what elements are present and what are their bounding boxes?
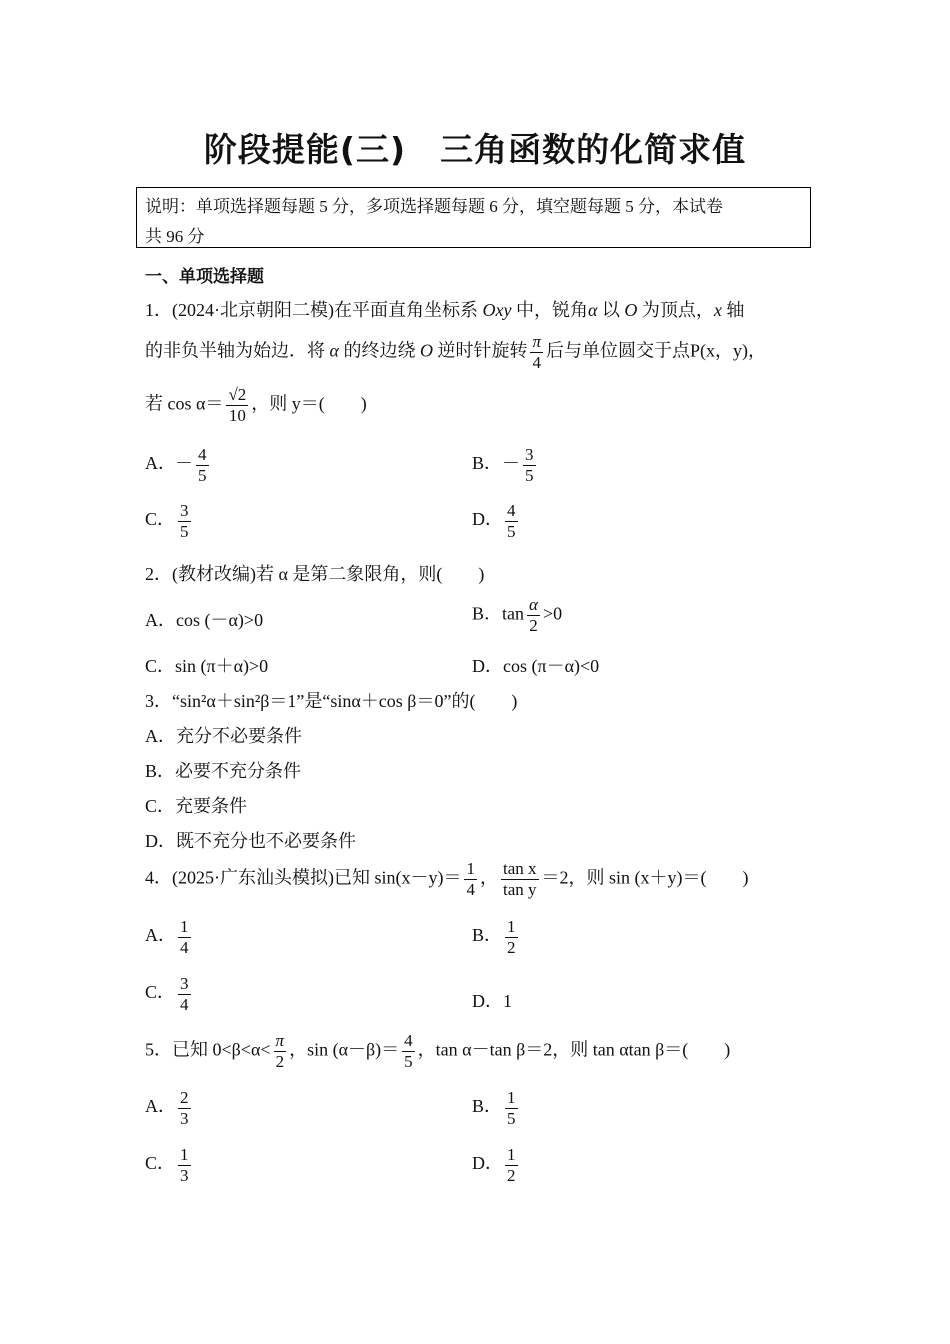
q4-text: ， (479, 867, 498, 888)
q1-option-c[interactable] (145, 502, 194, 541)
q4-text: 4．(2025·广东汕头模拟)已知 sin(x－y)＝ (145, 867, 462, 888)
q1-text: 逆时针旋转 (437, 340, 528, 361)
numerator: 1 (507, 1088, 516, 1107)
fraction (196, 446, 209, 485)
fraction (501, 860, 539, 899)
fraction (226, 386, 248, 425)
fraction (523, 446, 536, 485)
fraction (178, 1089, 191, 1128)
denominator: 5 (507, 521, 516, 541)
option-letter: A． (145, 925, 176, 946)
numerator: 1 (466, 859, 475, 878)
fraction (178, 1146, 191, 1185)
denominator: 5 (525, 465, 534, 485)
denominator: 4 (180, 994, 189, 1014)
denominator: 5 (507, 1108, 516, 1128)
option-letter: C． (145, 1153, 176, 1174)
q1-text: 中，锐角 (515, 300, 588, 320)
q1-option-d[interactable] (472, 502, 521, 541)
q4-option-c[interactable] (145, 975, 194, 1014)
numerator: 1 (180, 1145, 189, 1164)
q4-option-d[interactable]: D．1 (472, 991, 512, 1011)
q1-var: x (713, 300, 722, 320)
section-heading: 一、单项选择题 (145, 267, 264, 287)
question-3-stem: 3．“sin²α＋sin²β＝1”是“sinα＋cos β＝0”的( ) (145, 691, 518, 711)
fraction (505, 1146, 518, 1185)
q1-text: ，则 y＝( ) (251, 393, 367, 414)
denominator: tan y (502, 879, 537, 899)
q5-option-d[interactable] (472, 1146, 521, 1185)
q5-option-b[interactable] (472, 1089, 521, 1128)
q1-text: 为顶点， (641, 300, 714, 320)
q1-var: O (419, 340, 433, 361)
denominator: 3 (180, 1108, 189, 1128)
fraction (527, 596, 540, 635)
q4-text: ＝2，则 sin (x＋y)＝( ) (541, 867, 749, 888)
option-letter: B． (472, 1096, 503, 1117)
numerator: 2 (180, 1088, 189, 1107)
q1-option-b[interactable] (472, 446, 539, 485)
denominator: 2 (507, 1165, 516, 1185)
denominator: 5 (180, 521, 189, 541)
option-letter: C． (145, 509, 176, 530)
q1-text: 轴 (726, 300, 745, 320)
q2-option-d[interactable]: D．cos (π－α)<0 (472, 656, 600, 676)
instructions-line-2: 共 96 分 (145, 227, 205, 246)
q1-text: P(x，y)， (689, 340, 766, 361)
fraction (464, 860, 477, 899)
q1-text: 在平面直角坐标系 (333, 300, 478, 320)
q1-var: O (624, 300, 638, 320)
numerator: 1 (507, 1145, 516, 1164)
numerator: 3 (180, 501, 189, 520)
q1-var: α (329, 340, 339, 361)
numerator: 3 (180, 974, 189, 993)
numerator: π (275, 1031, 285, 1050)
denominator: 5 (404, 1051, 413, 1071)
option-letter: D． (472, 509, 503, 530)
numerator: tan x (502, 859, 537, 878)
question-1-line-1 (145, 296, 744, 322)
minus-sign: － (502, 453, 520, 474)
option-text: >0 (542, 603, 563, 624)
option-letter: A． (145, 1096, 176, 1117)
q1-option-a[interactable] (145, 446, 212, 485)
denominator: 4 (532, 352, 541, 372)
numerator: √2 (228, 385, 247, 404)
q3-option-c[interactable]: C．充要条件 (145, 796, 248, 816)
q3-option-d[interactable]: D．既不充分也不必要条件 (145, 831, 356, 851)
q1-text: 若 cos α＝ (145, 393, 224, 414)
question-4-stem (145, 860, 749, 899)
numerator: 4 (507, 501, 516, 520)
fraction (178, 918, 191, 957)
question-1-line-3 (145, 386, 367, 425)
instructions-line-1: 说明：单项选择题每题 5 分，多项选择题每题 6 分，填空题每题 5 分，本试卷 (145, 197, 723, 216)
q1-text: 以 (601, 300, 620, 320)
q4-option-a[interactable] (145, 918, 194, 957)
denominator: 2 (529, 615, 538, 635)
option-letter: D． (472, 1153, 503, 1174)
option-letter: B． (472, 453, 503, 474)
q2-option-c[interactable]: C．sin (π＋α)>0 (145, 656, 269, 676)
page-title: 阶段提能(三) 三角函数的化简求值 (203, 130, 747, 169)
q5-option-a[interactable] (145, 1089, 194, 1128)
q1-source: (2024·北京朝阳二模) (172, 300, 334, 320)
option-letter: B． (472, 925, 503, 946)
numerator: α (529, 595, 538, 614)
q2-option-b[interactable] (472, 596, 562, 635)
fraction (402, 1032, 415, 1071)
numerator: 4 (198, 445, 207, 464)
denominator: 4 (180, 937, 189, 957)
fraction (530, 333, 543, 372)
q1-var: Oxy (482, 300, 512, 320)
q4-option-b[interactable] (472, 918, 521, 957)
fraction (505, 502, 518, 541)
q5-text: ，tan α－tan β＝2，则 tan αtan β＝( ) (417, 1039, 731, 1060)
q1-text: 的终边绕 (343, 340, 416, 361)
fraction (505, 1089, 518, 1128)
question-5-stem (145, 1032, 730, 1071)
q1-text: 的非负半轴为始边．将 (145, 340, 325, 361)
denominator: 2 (275, 1051, 285, 1071)
question-2-stem: 2．(教材改编)若 α 是第二象限角，则( ) (145, 564, 485, 584)
denominator: 2 (507, 937, 516, 957)
denominator: 5 (198, 465, 207, 485)
q5-text: ，sin (α－β)＝ (289, 1039, 400, 1060)
numerator: 3 (525, 445, 534, 464)
fraction (178, 975, 191, 1014)
q3-option-a[interactable]: A．充分不必要条件 (145, 726, 302, 746)
fraction (505, 918, 518, 957)
question-1-line-2 (145, 333, 766, 372)
minus-sign: － (175, 453, 193, 474)
numerator: π (532, 332, 541, 351)
denominator: 3 (180, 1165, 189, 1185)
fraction (178, 502, 191, 541)
numerator: 1 (507, 917, 516, 936)
q2-option-a[interactable]: A．cos (－α)>0 (145, 610, 264, 630)
option-letter: A． (145, 453, 176, 474)
numerator: 1 (180, 917, 189, 936)
q5-option-c[interactable] (145, 1146, 194, 1185)
option-text: B．tan (472, 603, 524, 624)
q1-number: 1． (145, 300, 172, 320)
denominator: 4 (466, 879, 475, 899)
denominator: 10 (228, 405, 246, 425)
q1-text: 后与单位圆交于点 (545, 340, 690, 361)
q5-text: 5．已知 0<β<α< (145, 1039, 271, 1060)
option-letter: C． (145, 982, 176, 1003)
instructions-box (136, 187, 811, 248)
numerator: 4 (404, 1031, 413, 1050)
q1-var: α (587, 300, 598, 320)
fraction (274, 1032, 287, 1071)
q3-option-b[interactable]: B．必要不充分条件 (145, 761, 302, 781)
